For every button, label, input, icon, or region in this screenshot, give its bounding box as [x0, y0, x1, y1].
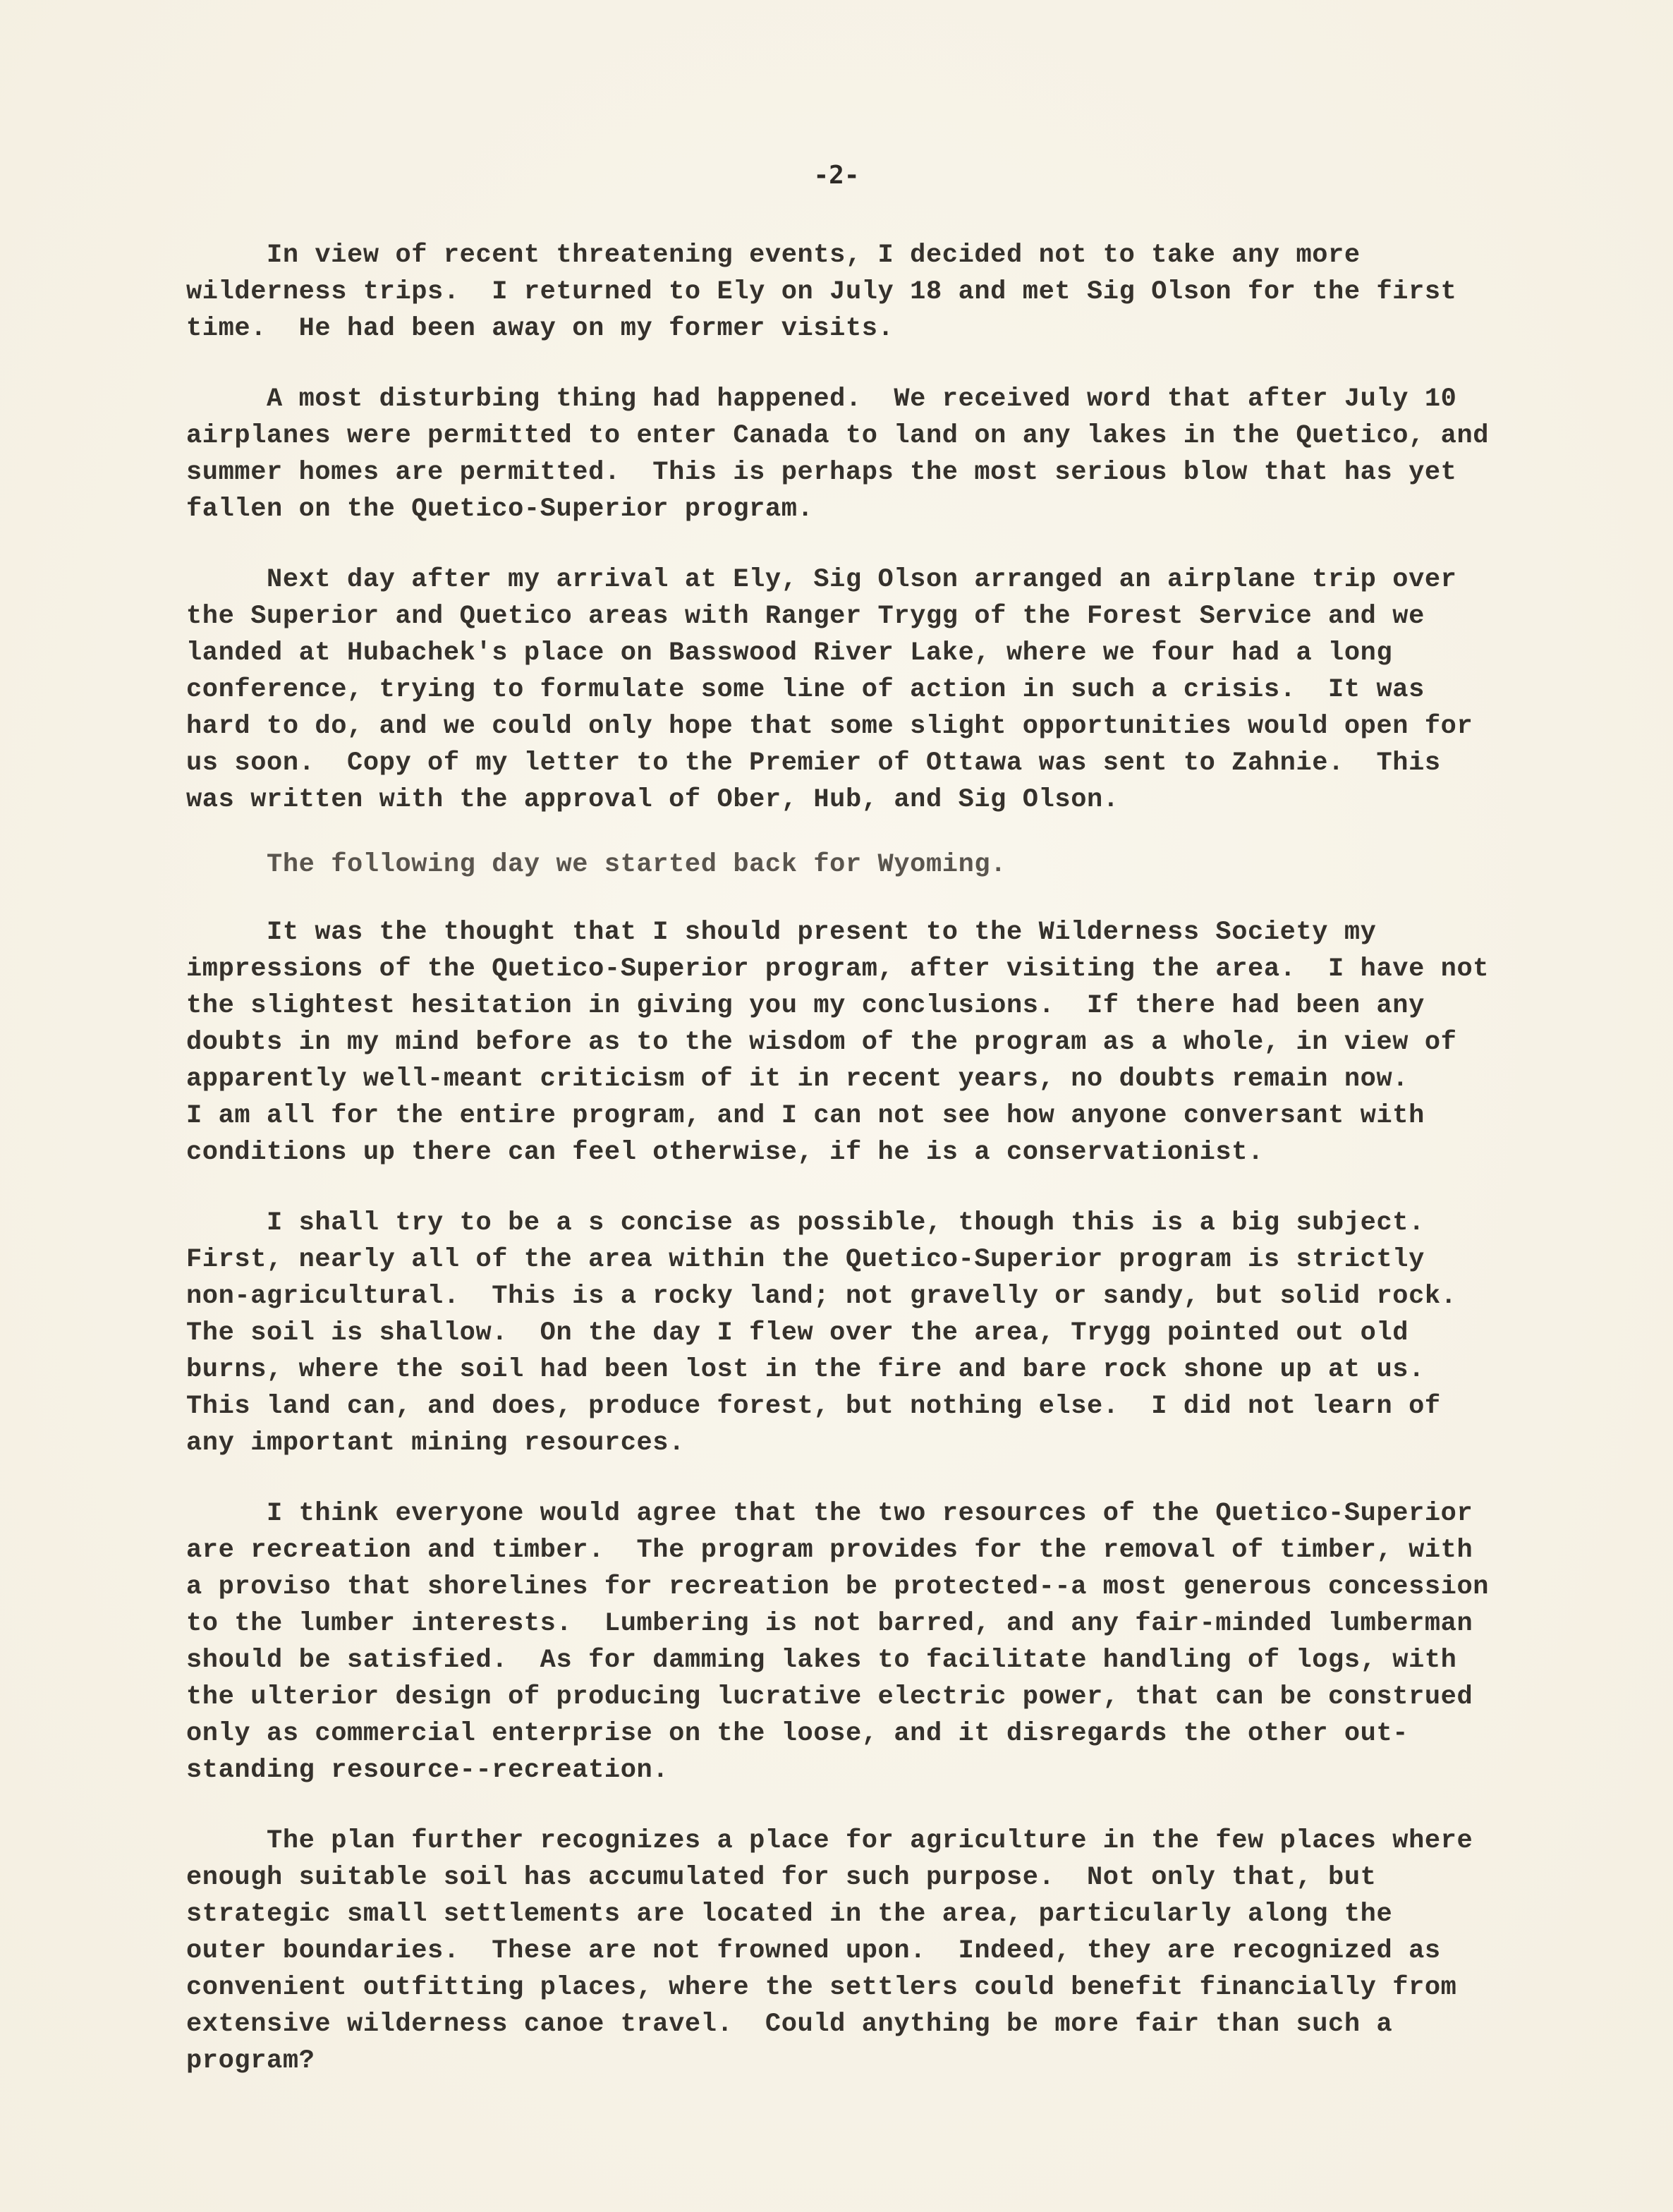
text-line: are recreation and timber. The program provides for the removal of timber, with — [186, 1536, 1473, 1565]
text-line: was written with the approval of Ober, Hub, and Sig Olson. — [186, 785, 1119, 815]
text-line: the Superior and Quetico areas with Ranger Trygg of the Forest Service and we — [186, 602, 1425, 631]
text-line: I am all for the entire program, and I can not see how anyone conversant with — [186, 1101, 1425, 1131]
text-line: non-agricultural. This is a rocky land; not gravelly or sandy, but solid rock. — [186, 1282, 1457, 1311]
text-line: outer boundaries. These are not frowned upon. Indeed, they are recognized as — [186, 1936, 1441, 1966]
text-line: hard to do, and we could only hope that some slight opportunities would open for — [186, 712, 1473, 741]
paragraph-disturbing-thing — [186, 381, 1583, 528]
text-line: only as commercial enterprise on the loose, and it disregards the other out- — [186, 1719, 1409, 1749]
text-line: The plan further recognizes a place for agriculture in the few places where — [186, 1826, 1473, 1856]
text-line: strategic small settlements are located in the area, particularly along the — [186, 1900, 1393, 1929]
text-line: I think everyone would agree that the two resources of the Quetico-Superior — [186, 1499, 1473, 1529]
text-line: should be satisfied. As for damming lakes to facilitate handling of logs, with — [186, 1646, 1457, 1675]
paragraph-agriculture-plan — [186, 1823, 1583, 2079]
text-line: to the lumber interests. Lumbering is not barred, and any fair-minded lumberman — [186, 1609, 1473, 1639]
text-line: any important mining resources. — [186, 1428, 685, 1458]
paragraph-impressions — [186, 914, 1583, 1171]
text-line: landed at Hubachek's place on Basswood River Lake, where we four had a long — [186, 638, 1393, 668]
text-line: It was the thought that I should present to the Wilderness Society my — [186, 918, 1377, 947]
text-line: program? — [186, 2046, 315, 2076]
text-line: standing resource--recreation. — [186, 1756, 669, 1785]
paragraph-threatening-events — [186, 237, 1583, 347]
text-line: apparently well-meant criticism of it in recent years, no doubts remain now. — [186, 1064, 1409, 1094]
text-line: conference, trying to formulate some line of action in such a crisis. It was — [186, 675, 1425, 705]
page-number: -2- — [813, 161, 860, 190]
paragraph-back-for-wyoming — [186, 846, 1583, 883]
text-line: conditions up there can feel otherwise, if he is a conservationist. — [186, 1138, 1264, 1167]
text-line: doubts in my mind before as to the wisdom of the program as a whole, in view of — [186, 1028, 1457, 1057]
text-line: the slightest hesitation in giving you my conclusions. If there had been any — [186, 991, 1425, 1021]
text-line: In view of recent threatening events, I decided not to take any more — [186, 241, 1361, 270]
text-line: enough suitable soil has accumulated for such purpose. Not only that, but — [186, 1863, 1377, 1892]
text-line: impressions of the Quetico-Superior program, after visiting the area. I have not — [186, 954, 1490, 984]
text-line: This land can, and does, produce forest, but nothing else. I did not learn of — [186, 1392, 1441, 1421]
text-line: convenient outfitting places, where the settlers could benefit financially from — [186, 1973, 1457, 2003]
letter-body — [186, 237, 1583, 2108]
text-line: The following day we started back for Wyoming. — [186, 850, 1006, 880]
text-line: A most disturbing thing had happened. We received word that after July 10 — [186, 384, 1457, 414]
paragraph-resources — [186, 1495, 1583, 1789]
text-line: First, nearly all of the area within the Quetico-Superior program is strictly — [186, 1245, 1425, 1275]
text-line: a proviso that shorelines for recreation be protected--a most generous concession — [186, 1572, 1490, 1602]
paragraph-non-agricultural — [186, 1205, 1583, 1462]
text-line: time. He had been away on my former visits. — [186, 314, 894, 344]
text-line: I shall try to be a s concise as possible, though this is a big subject. — [186, 1208, 1425, 1238]
text-line: fallen on the Quetico-Superior program. — [186, 494, 814, 524]
text-line: the ulterior design of producing lucrative electric power, that can be construed — [186, 1682, 1473, 1712]
text-line: Next day after my arrival at Ely, Sig Olson arranged an airplane trip over — [186, 565, 1457, 595]
text-line: extensive wilderness canoe travel. Could anything be more fair than such a — [186, 2010, 1393, 2039]
text-line: summer homes are permitted. This is perhaps the most serious blow that has yet — [186, 458, 1457, 487]
text-line: airplanes were permitted to enter Canada to land on any lakes in the Quetico, and — [186, 421, 1490, 451]
text-line: us soon. Copy of my letter to the Premier of Ottawa was sent to Zahnie. This — [186, 748, 1441, 778]
text-line: burns, where the soil had been lost in the fire and bare rock shone up at us. — [186, 1355, 1425, 1385]
paragraph-airplane-trip — [186, 561, 1583, 818]
text-line: The soil is shallow. On the day I flew over the area, Trygg pointed out old — [186, 1318, 1409, 1348]
text-line: wilderness trips. I returned to Ely on July 18 and met Sig Olson for the first — [186, 277, 1457, 307]
